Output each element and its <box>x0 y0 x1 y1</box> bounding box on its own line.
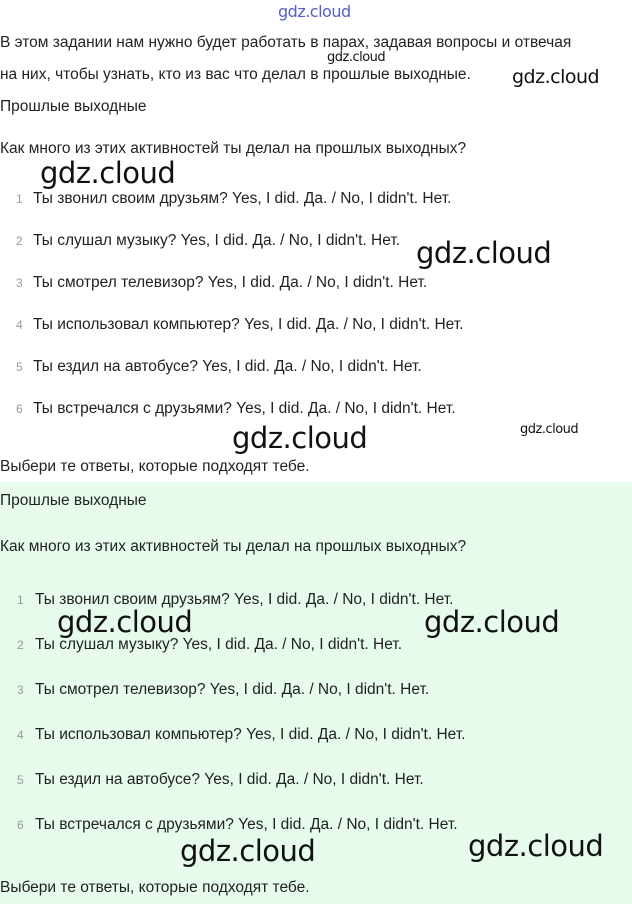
section-1-item-number: 5 <box>16 360 23 374</box>
section-1-item-number: 1 <box>16 192 23 206</box>
section-1-item-text: Ты встречался с друзьями? Yes, I did. Да. / No, I didn't. Нет. <box>33 400 456 417</box>
watermark: gdz.cloud <box>180 834 316 868</box>
section-1-item-number: 2 <box>16 234 23 248</box>
section-1-question: Как много из этих активностей ты делал на прошлых выходных? <box>0 140 467 157</box>
section-1-item-number: 3 <box>16 276 23 290</box>
watermark: gdz.cloud <box>327 50 386 65</box>
section-1-item-text: Ты звонил своим друзьям? Yes, I did. Да. / No, I didn't. Нет. <box>33 190 452 207</box>
watermark: gdz.cloud <box>232 421 368 455</box>
section-2-item-text: Ты смотрел телевизор? Yes, I did. Да. / No, I didn't. Нет. <box>35 681 430 698</box>
watermark: gdz.cloud <box>416 236 552 270</box>
section-1-item-number: 4 <box>16 318 23 332</box>
section-2-item-text: Ты слушал музыку? Yes, I did. Да. / No, I didn't. Нет. <box>35 636 403 653</box>
section-1-outro: Выбери те ответы, которые подходят тебе. <box>0 458 310 475</box>
intro-line-2: на них, чтобы узнать, кто из вас что делал в прошлые выходные. <box>0 66 471 83</box>
section-2-item-number: 4 <box>17 728 24 742</box>
watermark-top: gdz.cloud <box>278 2 351 21</box>
section-1-item-text: Ты слушал музыку? Yes, I did. Да. / No, I didn't. Нет. <box>33 232 401 249</box>
intro-line-1: В этом задании нам нужно будет работать в парах, задавая вопросы и отвечая <box>0 34 572 51</box>
watermark: gdz.cloud <box>40 156 176 190</box>
watermark: gdz.cloud <box>57 605 193 639</box>
section-1-item-text: Ты ездил на автобусе? Yes, I did. Да. / No, I didn't. Нет. <box>33 358 422 375</box>
watermark: gdz.cloud <box>468 829 604 863</box>
section-2-item-text: Ты ездил на автобусе? Yes, I did. Да. / No, I didn't. Нет. <box>35 771 424 788</box>
section-2-item-number: 1 <box>17 593 24 607</box>
section-1-title: Прошлые выходные <box>0 98 147 115</box>
section-2-item-text: Ты использовал компьютер? Yes, I did. Да. / No, I didn't. Нет. <box>35 726 466 743</box>
section-2-item-number: 2 <box>17 638 24 652</box>
watermark: gdz.cloud <box>512 66 600 88</box>
section-2-title: Прошлые выходные <box>0 492 147 509</box>
section-1-item-number: 6 <box>16 402 23 416</box>
section-1-item-text: Ты смотрел телевизор? Yes, I did. Да. / No, I didn't. Нет. <box>33 274 428 291</box>
watermark: gdz.cloud <box>424 605 560 639</box>
section-2-question: Как много из этих активностей ты делал на прошлых выходных? <box>0 538 467 555</box>
section-2-item-text: Ты звонил своим друзьям? Yes, I did. Да. / No, I didn't. Нет. <box>35 591 454 608</box>
section-1-item-text: Ты использовал компьютер? Yes, I did. Да. / No, I didn't. Нет. <box>33 316 464 333</box>
section-2-item-number: 5 <box>17 773 24 787</box>
section-2-item-text: Ты встречался с друзьями? Yes, I did. Да. / No, I didn't. Нет. <box>35 816 458 833</box>
section-2-outro: Выбери те ответы, которые подходят тебе. <box>0 879 310 896</box>
section-2-item-number: 3 <box>17 683 24 697</box>
section-2-item-number: 6 <box>17 818 24 832</box>
watermark: gdz.cloud <box>520 422 579 437</box>
